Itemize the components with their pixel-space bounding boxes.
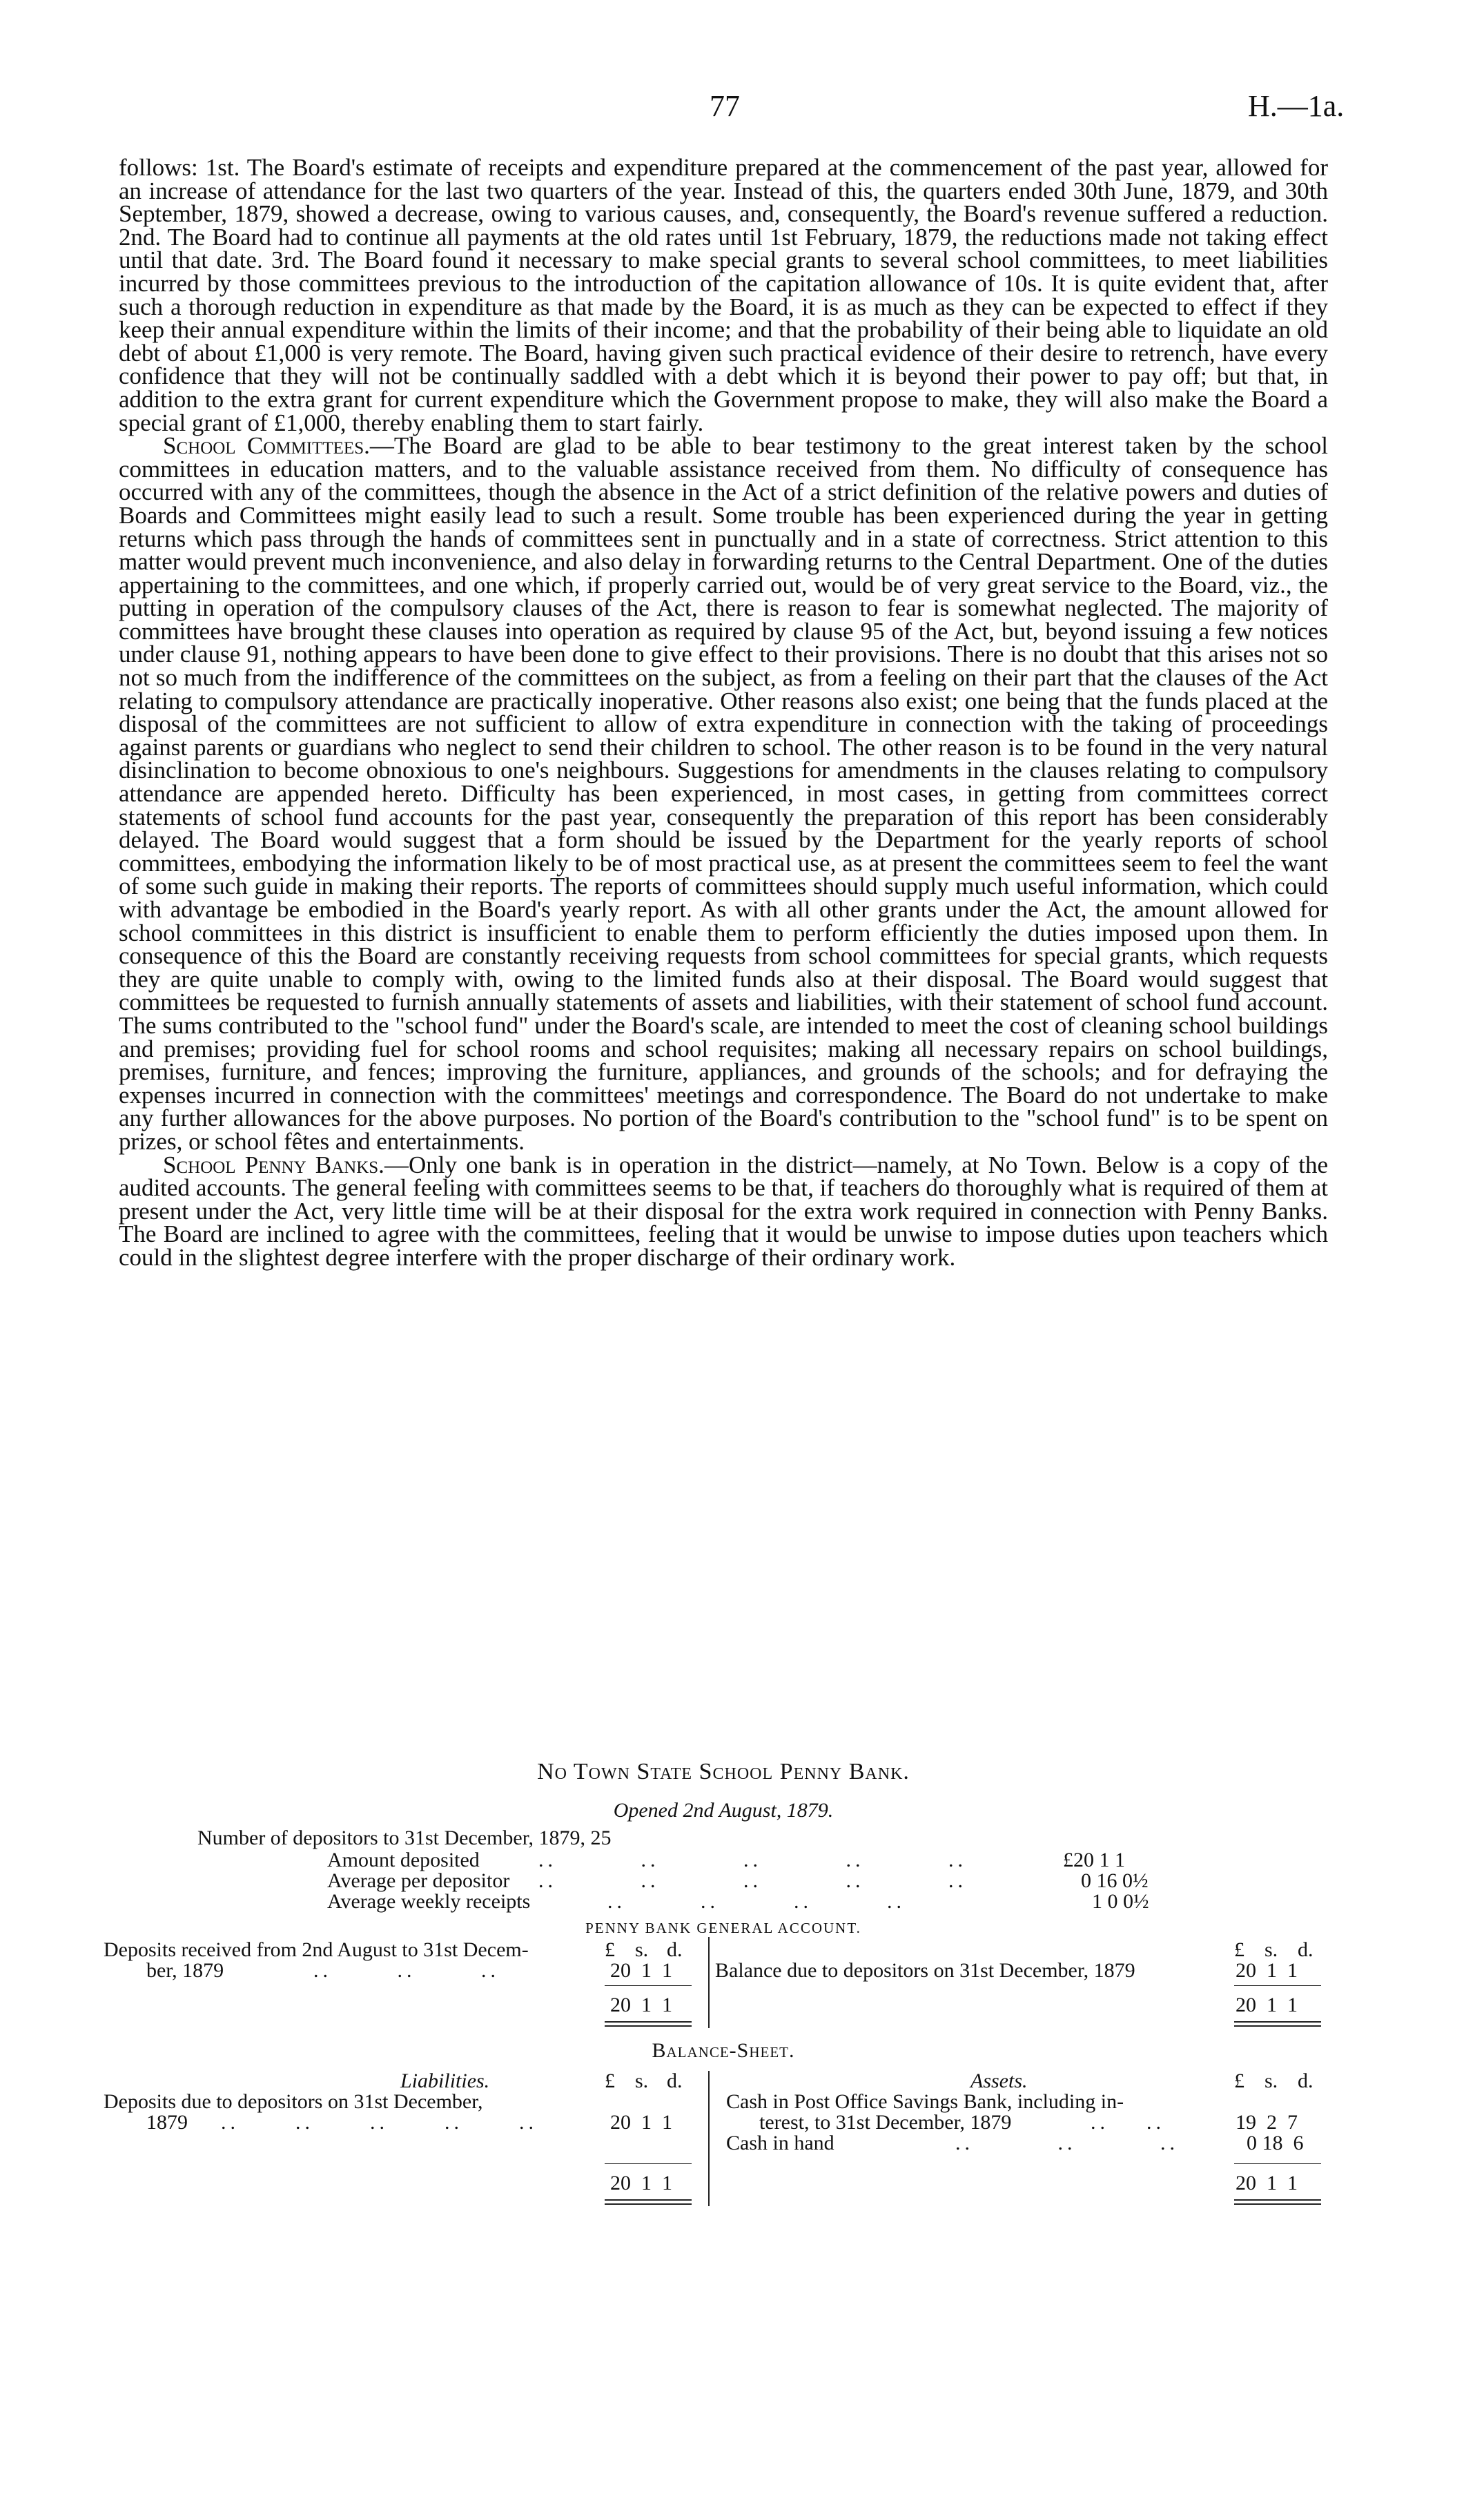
stat-label-amount: Amount deposited <box>327 1849 480 1871</box>
deposits-received-amount: 20 1 1 <box>610 1959 672 1982</box>
body-text <box>119 156 1328 1269</box>
bank-opened-date: Opened 2nd August, 1879. <box>613 1799 834 1822</box>
deposits-received-total: 20 1 1 <box>610 1994 672 2016</box>
asset-savings-bank-line2: terest, to 31st December, 1879 <box>759 2111 1012 2134</box>
stat-label-weekly-receipts: Average weekly receipts <box>327 1890 531 1913</box>
currency-head-pence: d. <box>667 2069 683 2092</box>
page-number: 77 <box>710 89 740 123</box>
dot-leader: .. .. .. .. .. <box>538 1849 967 1871</box>
sum-rule <box>605 1985 692 1986</box>
balance-due-amount: 20 1 1 <box>1236 1959 1298 1982</box>
currency-head-pounds: £ <box>605 2069 615 2092</box>
sum-rule <box>1234 1985 1321 1986</box>
balance-due-text: Balance due to depositors on 31st December, 1879 <box>715 1959 1135 1982</box>
sum-rule <box>605 2163 692 2164</box>
paragraph-3 <box>119 1153 1328 1269</box>
general-account-title: PENNY BANK GENERAL ACCOUNT. <box>585 1920 861 1936</box>
dot-leader: .. .. .. .. .. <box>221 2111 538 2134</box>
deposits-received-line2: ber, 1879 <box>146 1959 224 1982</box>
asset-savings-bank-amount: 19 2 7 <box>1236 2111 1298 2134</box>
total-double-rule <box>605 2203 692 2205</box>
dot-leader: .. .. .. <box>955 2132 1179 2154</box>
liabilities-deposits-line1: Deposits due to depositors on 31st December, <box>104 2090 483 2113</box>
total-double-rule <box>605 2021 692 2023</box>
currency-head-pounds: £ <box>1234 2069 1244 2092</box>
currency-head-pence: d. <box>1298 1938 1314 1961</box>
depositor-count: Number of depositors to 31st December, 1879, 25 <box>197 1827 612 1849</box>
paragraph-3-text: —Only one bank is in operation in the district—namely, at No Town. Below is a copy of the audited accounts. The general feeling with committees seems to be that, if teachers do thoroughly what is required of them at present under the Act, very little time will be at their disposal for the extra work required in connection with Penny Banks. The Board are inclined to agree with the committees, feeling that it would be unwise to impose duties upon teachers which could in the slightest degree interfere with the proper discharge of their ordinary work. <box>119 1151 1328 1271</box>
currency-head-shillings: s. <box>635 2069 649 2092</box>
paragraph-2: School Committees.—The Board are glad to be able to bear testimony to the great interest taken by the school committees in education matters, and to the valuable assistance received from them. No difficulty of consequence has occurred with any of the committees, though the absence in the Act of a strict definition of the relative powers and duties of Boards and Committees might easily lead to such a result. Some trouble has been experienced during the year in getting returns which pass through the hands of committees sent in punctually and in a state of correctness. Strict attention to this matter would prevent much inconvenience, and also delay in forwarding returns to the Central Department. One of the duties appertaining to the committees, and one which, if properly carried out, would be of very great service to the Board, viz., the putting in operation of the compulsory clauses of the Act, there is reason to fear is somewhat neglected. The majority of committees have brought these clauses into operation as required by clause 95 of the Act, but, beyond issuing a few notices under clause 91, nothing appears to have been done to give effect to their provisions. There is no doubt that this arises not so not so much from the indifference of the committees on the subject, as from a feeling on their part that the clauses of the Act relating to compulsory attendance are practically inoperative. Other reasons also exist; one being that the funds placed at the disposal of the committees are not sufficient to allow of extra expenditure in connection with the taking of proceedings against parents or guardians who neglect to send their children to school. The other reason is to be found in the very natural disinclination to become obnoxious to one's neighbours. Suggestions for amendments in the clauses relating to compulsory attendance are appended hereto. Difficulty has been experienced, in most cases, in getting from committees correct statements of school fund accounts for the past year, consequently the preparation of this report has been considerably delayed. The Board would suggest that a form should be issued by the Department for the yearly reports of school committees, embodying the information likely to be of most practical use, as at present the committees seem to feel the want of some such guide in making their reports. The reports of committees should supply much useful information, which could with advantage be embodied in the Board's yearly report. As with all other grants under the Act, the amount allowed for school committees in this district is insufficient to enable them to perform efficiently the duties imposed upon them. In consequence of this the Board are constantly receiving requests from school committees for special grants, which requests they are quite unable to comply with, owing to the limited funds also at their disposal. The Board would suggest that committees be requested to furnish annually statements of assets and liabilities, with their statement of school fund account. The sums contributed to the "school fund" under the Board's scale, are intended to meet the cost of cleaning school buildings and premises; providing fuel for school rooms and school requisites; making all necessary repairs on school buildings, premises, furniture, and fences; improving the furniture, appliances, and grounds of the schools; and for defraying the expenses incurred in connection with the committees' meetings and correspondence. The Board do not undertake to make any further allowances for the above purposes. No portion of the Board's contribution to the "school fund" is to be spent on prizes, or school fêtes and entertainments. <box>119 432 1328 1155</box>
dot-leader: .. .. <box>1091 2111 1165 2134</box>
stat-value-weekly-receipts: 1 0 0½ <box>1092 1890 1149 1913</box>
total-double-rule <box>1234 2199 1321 2201</box>
total-double-rule <box>605 2025 692 2027</box>
heading-school-committees: School Committees. <box>163 432 370 460</box>
currency-head-pence: d. <box>1298 2069 1314 2092</box>
assets-total: 20 1 1 <box>1236 2172 1298 2194</box>
document-reference: H.—1a. <box>1248 89 1345 123</box>
liabilities-heading: Liabilities. <box>400 2069 490 2092</box>
liabilities-total: 20 1 1 <box>610 2172 672 2194</box>
sum-rule <box>1234 2163 1321 2164</box>
currency-head-pounds: £ <box>1234 1938 1244 1961</box>
total-double-rule <box>605 2199 692 2201</box>
total-double-rule <box>1234 2203 1321 2205</box>
column-divider <box>708 2071 710 2206</box>
paragraph-1: follows: 1st. The Board's estimate of receipts and expenditure prepared at the commencement of the past year, allowed for an increase of attendance for the last two quarters of the year. Instead of this, the quarters ended 30th June, 1879, and 30th September, 1879, showed a decrease, owing to various causes, and, consequently, the Board's revenue suffered a reduction. 2nd. The Board had to continue all payments at the old rates until 1st February, 1879, the reductions made not taking effect until that date. 3rd. The Board found it necessary to make special grants to several school committees, to meet liabilities incurred by those committees previous to the introduction of the capitation allowance of 10s. It is quite evident that, after such a thorough reduction in expenditure as that made by the Board, it is as much as they can be expected to effect if they keep their annual expenditure within the limits of their income; and that the probability of their being able to liquidate an old debt of about £1,000 is very remote. The Board, having given such practical evidence of their desire to retrench, have every confidence that they will not be continually saddled with a debt which it is beyond their power to pay off; but that, in addition to the extra grant for current expenditure which the Government propose to make, they will also make the Board a special grant of £1,000, thereby enabling them to start fairly. <box>119 154 1328 436</box>
heading-school-penny-banks: School Penny Banks. <box>163 1151 384 1178</box>
currency-head-shillings: s. <box>1265 1938 1278 1961</box>
asset-savings-bank-line1: Cash in Post Office Savings Bank, including in- <box>726 2090 1124 2113</box>
dot-leader: .. .. .. <box>313 1959 500 1982</box>
total-double-rule <box>1234 2021 1321 2023</box>
currency-head-shillings: s. <box>635 1938 649 1961</box>
bank-title: No Town State School Penny Bank. <box>537 1759 910 1784</box>
assets-heading: Assets. <box>970 2069 1028 2092</box>
stat-label-average-depositor: Average per depositor <box>327 1869 510 1892</box>
liabilities-amount: 20 1 1 <box>610 2111 672 2134</box>
currency-head-shillings: s. <box>1265 2069 1278 2092</box>
asset-cash-in-hand-label: Cash in hand <box>726 2132 834 2154</box>
liabilities-deposits-line2: 1879 <box>146 2111 188 2134</box>
stat-value-amount: £20 1 1 <box>1063 1849 1125 1871</box>
dot-leader: .. .. .. .. .. <box>538 1869 967 1892</box>
stat-value-average-depositor: 0 16 0½ <box>1081 1869 1149 1892</box>
currency-head-pence: d. <box>667 1938 683 1961</box>
paragraph-2-text: The Board are glad to be able to bear testimony to the great interest taken by the school committees in education matters, and to the valuable assistance received from them. No difficulty of consequence has occurred with any of the committees, though the absence in the Act of a strict definition of the relative powers and duties of Boards and Committees might easily lead to such a result. Some trouble has been experienced during the year in getting returns which pass through the hands of committees sent in punctually and in a state of correctness. Strict attention to this matter would prevent much inconvenience, and also delay in forwarding returns to the Central Department. One of the duties appertaining to the committees, and one which, if properly carried out, would be of very great service to the Board, viz., the putting in operation of the compulsory clauses of the Act, there is reason to fear is somewhat neglected. The majority of committees have brought these clauses into operation as required by clause 95 of the Act, but, beyond issuing a few notices under clause 91, nothing appears to have been done to give effect to their provisions. There is no doubt that this arises not so not so much from the indifference of the committees on the subject, as from a feeling on their part that the clauses of the Act relating to compulsory attendance are practically inoperative. Other reasons also exist; one being that the funds placed at the disposal of the committees are not sufficient to allow of extra expenditure in connection with the taking of proceedings against parents or guardians who neglect to send their children to school. The other reason is to be found in the very natural disinclination to become obnoxious to one's neighbours. Suggestions for amendments in the clauses relating to compulsory attendance are appended hereto. Difficulty has been experienced, in most cases, in getting from committees correct statements of school fund accounts for the past year, consequently the preparation of this report has been considerably delayed. The Board would suggest that a form should be issued by the Department for the yearly reports of school committees, embodying the information likely to be of most practical use, as at present the committees seem to feel the want of some such guide in making their reports. The reports of committees should supply much useful information, which could with advantage be embodied in the Board's yearly report. As with all other grants under the Act, the amount allowed for school committees in this district is insufficient to enable them to perform efficiently the duties imposed upon them. In consequence of this the Board are constantly receiving requests from school committees for special grants, which requests they are quite unable to comply with, owing to the limited funds also at their disposal. The Board would suggest that committees be requested to furnish annually statements of assets and liabilities, with their statement of school fund account. The sums contributed to the "school fund" under the Board's scale, are intended to meet the cost of cleaning school buildings and premises; providing fuel for school rooms and school requisites; making all necessary repairs on school buildings, premises, furniture, and fences; improving the furniture, appliances, and grounds of the schools; and for defraying the expenses incurred in connection with the committees' meetings and correspondence. The Board do not undertake to make any further allowances for the above purposes. No portion of the Board's contribution to the "school fund" is to be spent on prizes, or school fêtes and entertainments. <box>119 432 1328 1155</box>
balance-due-total: 20 1 1 <box>1236 1994 1298 2016</box>
asset-cash-in-hand-amount: 0 18 6 <box>1247 2132 1304 2154</box>
balance-sheet-title: Balance-Sheet. <box>652 2039 795 2062</box>
deposits-received-line1: Deposits received from 2nd August to 31st Decem- <box>104 1938 529 1961</box>
dot-leader: .. .. .. .. <box>607 1890 906 1913</box>
currency-head-pounds: £ <box>605 1938 615 1961</box>
total-double-rule <box>1234 2025 1321 2027</box>
column-divider <box>708 1937 710 2028</box>
